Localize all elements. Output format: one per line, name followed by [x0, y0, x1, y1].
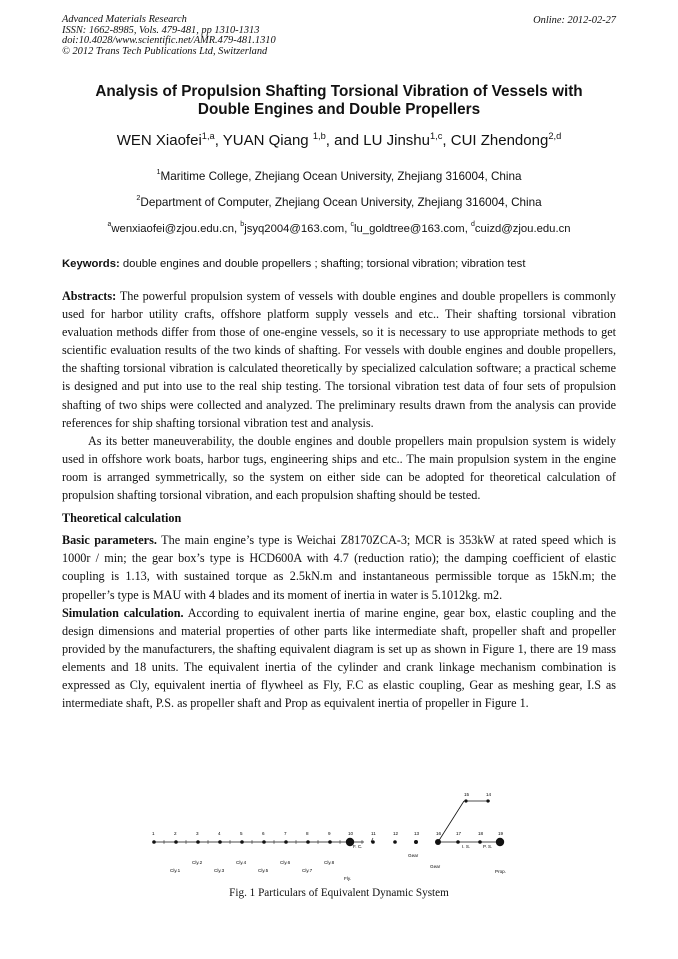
email-c-mark: c: [350, 221, 354, 228]
label-cly-8: Cly.8: [324, 860, 335, 865]
email-2[interactable]: jsyq2004@163.com,: [244, 223, 351, 235]
label-cly-6: Cly.6: [280, 860, 291, 865]
email-list: [62, 221, 616, 235]
label-fc: F. C.: [353, 844, 363, 849]
mass-element-6: [262, 840, 266, 844]
author-4-affil: 2,d: [548, 131, 562, 141]
diagram-labels: [170, 844, 506, 881]
email-1[interactable]: wenxiaofei@zjou.edu.cn,: [111, 223, 241, 235]
author-2-affil: 1,b: [312, 131, 326, 141]
element-number-19: 19: [498, 831, 504, 836]
figure-caption: Fig. 1 Particulars of Equivalent Dynamic System: [229, 887, 449, 899]
author-1: WEN Xiaofei: [116, 132, 202, 149]
mass-element-11: [371, 840, 375, 844]
online-date: Online: 2012-02-27: [533, 15, 616, 26]
element-number-10: 10: [348, 831, 354, 836]
doi-line: doi:10.4028/www.scientific.net/AMR.479-481.1310: [62, 35, 276, 47]
email-3[interactable]: lu_goldtree@163.com,: [354, 223, 471, 235]
sim-text: According to equivalent inertia of marine engine, gear box, elastic coupling and the design dimensions and material properties of other parts like intermediate shaft, propeller shaft and propeller provided by the manufacturers, the shafting equivalent diagram is set up as shown in Figure 1, there are 19 mass elements and 18 units. The equivalent inertia of the cylinder and crank linkage mechanism combination is expressed as Cly, equivalent inertia of flywheel as Fly, F.C as elastic coupling, Gear as meshing gear, I.S as intermediate shaft, P.S. as propeller shaft and Prop as equivalent inertia of propeller in Figure 1.: [62, 605, 616, 711]
email-4[interactable]: cuizd@zjou.edu.cn: [474, 223, 571, 235]
journal-header: [62, 15, 276, 57]
affiliation-2-mark: 2: [136, 193, 141, 202]
email-a-mark: a: [107, 221, 112, 228]
abstract: [62, 287, 616, 432]
main-shaft-line: [154, 801, 500, 842]
label-gear-2: Gear: [430, 864, 441, 869]
mass-element-2: [174, 840, 178, 844]
element-number-13: 13: [414, 831, 420, 836]
label-cly-1: Cly.1: [170, 868, 181, 873]
mass-element-9: [328, 840, 332, 844]
element-number-18: 18: [478, 831, 484, 836]
element-number-17: 17: [456, 831, 462, 836]
mass-element-12: [393, 840, 397, 844]
mass-element-7: [284, 840, 288, 844]
label-is: I. S.: [462, 844, 471, 849]
author-1-affil: 1,a: [201, 131, 215, 141]
email-d-mark: d: [470, 221, 475, 228]
copyright-line: © 2012 Trans Tech Publications Ltd, Switzerland: [62, 45, 268, 57]
keywords: [62, 258, 622, 270]
basic-label: Basic parameters.: [62, 533, 157, 548]
affiliation-2-text: Department of Computer, Zhejiang Ocean University, Zhejiang 316004, China: [140, 196, 542, 209]
abstract-text: The powerful propulsion system of vessels with double engines and double propellers is commonly used for harbor utility crafts, offshore platform supply vessels and etc.. Their shafting torsional vibration evaluation methods differ from those of one-engine vessels, so it is necessary to use appropriate methods to get scientific evaluation results of the two kinds of shafting. For vessels with double engines and double propellers, the shafting torsional vibration is calculated theoretically by specialized calculation software; a practical scheme is designed and put into use to the real ship testing. The torsional vibration test data of four sets of propulsion shafting of two ships were collected and analyzed. The preliminary results drawn from the analysis can provide references for ship shafting torsional vibration test and analysis.: [62, 289, 616, 430]
element-number-9: 9: [328, 831, 331, 836]
paper-title: [62, 83, 616, 119]
affiliation-2: [62, 193, 616, 209]
author-list: [62, 131, 616, 149]
author-2: , YUAN Qiang: [214, 132, 313, 149]
affiliation-1-mark: 1: [156, 167, 161, 176]
element-number-12: 12: [393, 831, 399, 836]
journal-name: Advanced Materials Research: [62, 14, 187, 25]
basic-text: The main engine’s type is Weichai Z8170ZCA-3; MCR is 353kW at rated speed which is 1000r / min; the gear box’s type is HCD600A with 4.7 (reduction ratio); the damping coefficient of elastic coupling is 1.13, with sustained torque as 2.5kN.m and instantaneous permissible torque as 15kN.m; the propeller’s type is MAU with 4 blades and its moment of inertia in water is 5.1012kg. m2.: [62, 533, 616, 602]
element-number-1: 1: [152, 831, 155, 836]
mass-element-8: [306, 840, 310, 844]
title-line-1: Analysis of Propulsion Shafting Torsional Vibration of Vessels with: [95, 83, 583, 100]
label-cly-5: Cly.5: [258, 868, 269, 873]
keywords-label: Keywords:: [62, 258, 120, 270]
label-gear-1: Gear: [408, 853, 419, 858]
label-ps: P. S.: [483, 844, 493, 849]
issn-line: ISSN: 1662-8985, Vols. 479-481, pp 1310-1313: [62, 24, 260, 36]
affiliation-1-text: Maritime College, Zhejiang Ocean University, Zhejiang 316004, China: [160, 170, 522, 183]
email-b-mark: b: [240, 221, 245, 228]
mass-element-4: [218, 840, 222, 844]
element-number-16: 16: [436, 831, 442, 836]
mass-element-18: [478, 840, 482, 844]
label-cly-2: Cly.2: [192, 860, 203, 865]
element-number-14: 14: [486, 792, 492, 797]
mass-element-17: [456, 840, 460, 844]
dynamic-system-diagram: [140, 780, 520, 890]
element-number-15: 15: [464, 792, 470, 797]
paper-body: [62, 287, 616, 712]
element-number-11: 11: [371, 831, 376, 836]
mass-element-14: [486, 799, 489, 802]
element-numbers: [152, 792, 504, 836]
label-fly: Fly.: [344, 876, 352, 881]
element-number-7: 7: [284, 831, 287, 836]
label-prop: Prop.: [495, 869, 506, 874]
mass-element-19: [496, 838, 504, 846]
mass-element-5: [240, 840, 244, 844]
element-number-8: 8: [306, 831, 309, 836]
mass-elements: [152, 799, 504, 846]
element-number-6: 6: [262, 831, 265, 836]
simulation-calculation: [62, 604, 616, 713]
abstract-label: Abstracts:: [62, 289, 117, 303]
author-4: , CUI Zhendong: [442, 132, 549, 149]
mass-element-3: [196, 840, 200, 844]
mass-element-16: [435, 839, 441, 845]
label-cly-3: Cly.3: [214, 868, 225, 873]
mass-element-15: [464, 799, 467, 802]
label-cly-4: Cly.4: [236, 860, 247, 865]
keywords-text: double engines and double propellers ; shafting; torsional vibration; vibration test: [119, 258, 526, 270]
element-number-5: 5: [240, 831, 243, 836]
author-3-affil: 1,c: [430, 131, 443, 141]
section-heading: Theoretical calculation: [62, 511, 182, 526]
element-number-3: 3: [196, 831, 199, 836]
author-3: , and LU Jinshu: [325, 132, 430, 149]
intro-paragraph: As its better maneuverability, the double engines and double propellers main propulsion system is widely used in offshore work boats, harbor tugs, engineering ships and etc.. The main propulsion system in the engine room is arranged symmetrically, so the system on either side can be adopted for theoretical calculation of propulsion shafting torsional vibration, and each propulsion shafting should be tested.: [62, 433, 616, 503]
sim-label: Simulation calculation.: [62, 605, 184, 620]
affiliation-1: [62, 167, 616, 183]
element-number-4: 4: [218, 831, 221, 836]
title-line-2: Double Engines and Double Propellers: [197, 101, 481, 118]
mass-element-13: [414, 840, 418, 844]
mass-element-1: [152, 840, 156, 844]
label-cly-7: Cly.7: [302, 868, 313, 873]
element-number-2: 2: [174, 831, 177, 836]
basic-parameters: [62, 531, 616, 603]
